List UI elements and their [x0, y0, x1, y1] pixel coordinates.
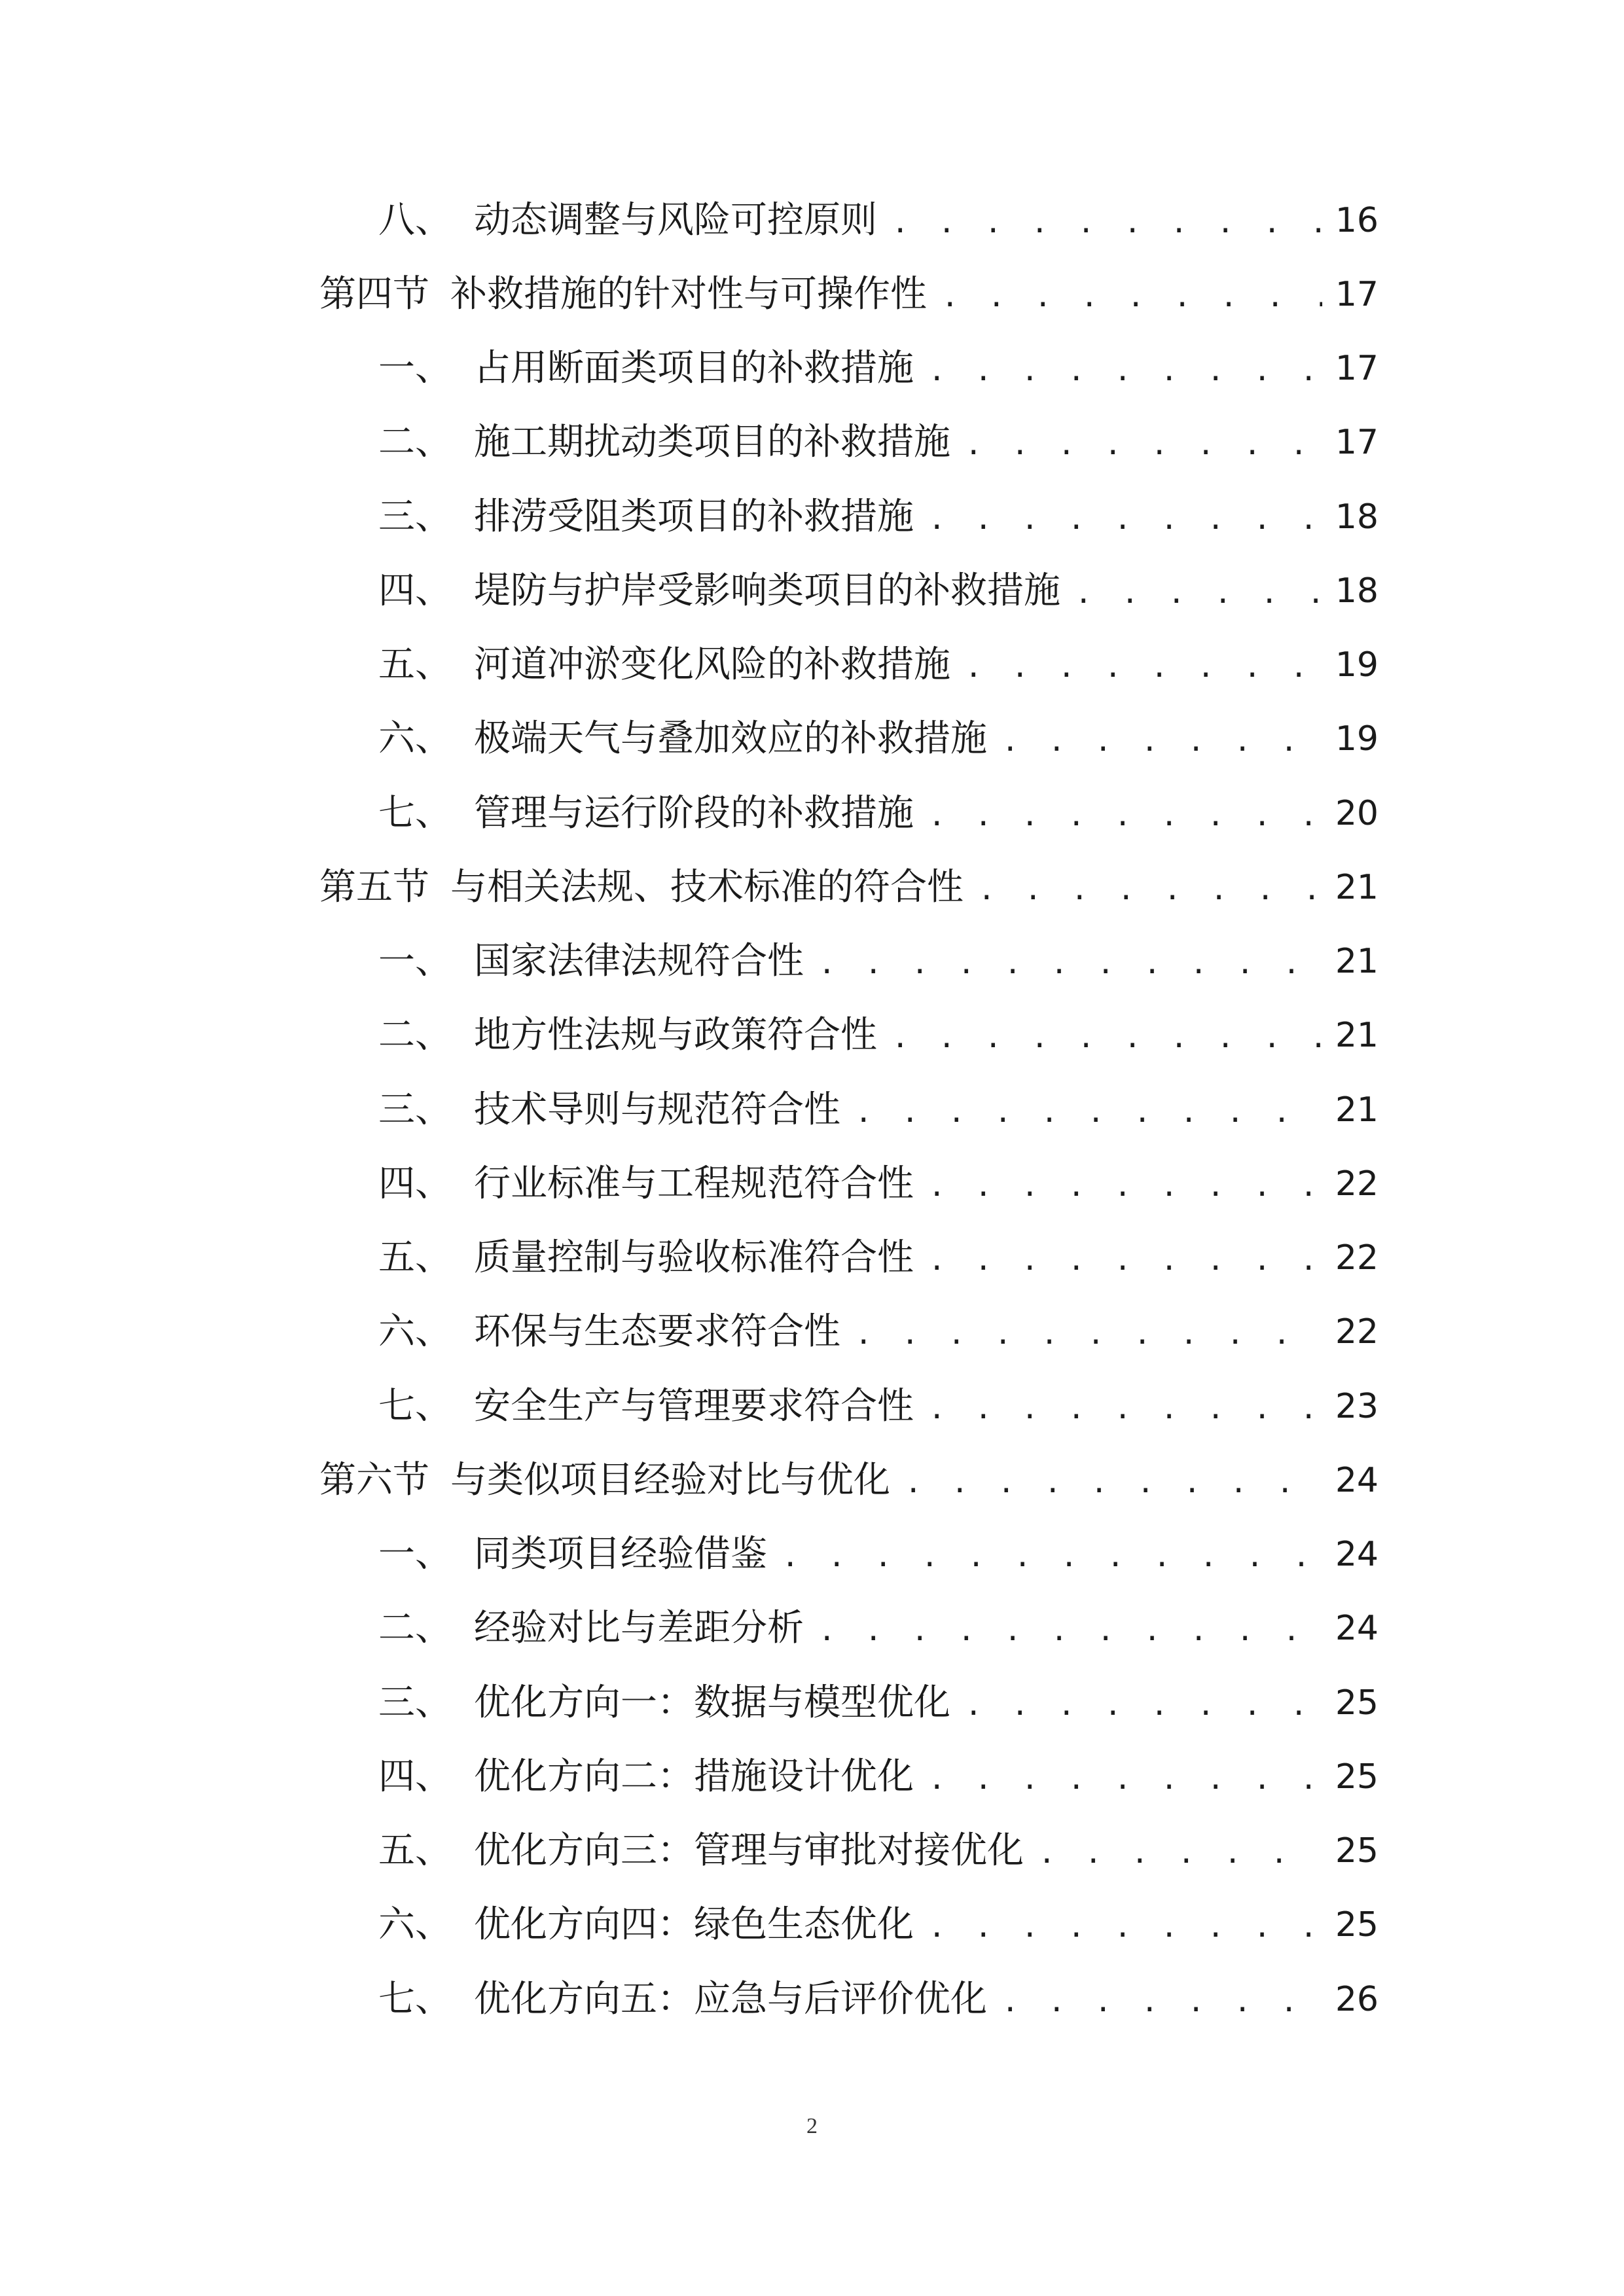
- toc-entry-page-number: 19: [1335, 719, 1379, 759]
- toc-entry-page-number: 21: [1335, 1090, 1379, 1130]
- toc-subsection-entry[interactable]: [319, 1147, 1379, 1221]
- toc-entry-number: 七、: [378, 1384, 452, 1427]
- toc-entry-page-number: 24: [1335, 1535, 1379, 1575]
- toc-subsection-entry[interactable]: [319, 1962, 1379, 2036]
- toc-entry-page-number: 22: [1335, 1312, 1379, 1352]
- toc-dot-leader: [892, 1024, 1322, 1052]
- toc-entry-number: 一、: [378, 1533, 452, 1576]
- toc-entry-page-number: 17: [1335, 274, 1379, 314]
- toc-section-entry[interactable]: [319, 1443, 1379, 1517]
- toc-dot-leader: [928, 1395, 1322, 1424]
- toc-entry-number: 七、: [378, 1977, 452, 2020]
- toc-entry-page-number: 20: [1335, 793, 1379, 833]
- toc-entry-page-number: 24: [1335, 1609, 1379, 1649]
- toc-subsection-entry[interactable]: [319, 628, 1379, 702]
- toc-dot-leader: [928, 357, 1322, 386]
- toc-dot-leader: [928, 802, 1322, 831]
- toc-entry-page-number: 21: [1335, 1016, 1379, 1056]
- toc-entry-title: 优化方向一：数据与模型优化: [474, 1681, 950, 1724]
- toc-entry-page-number: 25: [1335, 1683, 1379, 1723]
- toc-entry-number: 四、: [378, 1162, 452, 1205]
- toc-entry-page-number: 25: [1335, 1757, 1379, 1797]
- toc-entry-page-number: 18: [1335, 497, 1379, 537]
- toc-dot-leader: [928, 1765, 1322, 1794]
- toc-dot-leader: [855, 1098, 1322, 1127]
- toc-entry-number: 三、: [378, 1088, 452, 1131]
- toc-entry-number: 五、: [378, 1829, 452, 1873]
- toc-entry-page-number: 22: [1335, 1238, 1379, 1278]
- toc-entry-number: 第五节: [319, 865, 429, 908]
- toc-dot-leader: [965, 431, 1322, 459]
- toc-entry-title: 技术导则与规范符合性: [474, 1088, 840, 1131]
- toc-subsection-entry[interactable]: [319, 1518, 1379, 1592]
- toc-subsection-entry[interactable]: [319, 776, 1379, 850]
- toc-subsection-entry[interactable]: [319, 1295, 1379, 1369]
- toc-entry-page-number: 16: [1335, 200, 1379, 240]
- toc-entry-number: 五、: [378, 643, 452, 687]
- toc-entry-number: 三、: [378, 495, 452, 538]
- toc-dot-leader: [928, 1913, 1322, 1942]
- toc-entry-page-number: 21: [1335, 867, 1379, 907]
- toc-entry-page-number: 23: [1335, 1386, 1379, 1426]
- toc-dot-leader: [928, 1172, 1322, 1201]
- toc-subsection-entry[interactable]: [319, 1592, 1379, 1666]
- toc-subsection-entry[interactable]: [319, 406, 1379, 480]
- toc-entry-title: 同类项目经验借鉴: [474, 1533, 767, 1576]
- toc-dot-leader: [1001, 727, 1322, 756]
- toc-subsection-entry[interactable]: [319, 1369, 1379, 1443]
- toc-dot-leader: [928, 1246, 1322, 1275]
- toc-entry-title: 质量控制与验收标准符合性: [474, 1236, 914, 1280]
- toc-entry-title: 极端天气与叠加效应的补救措施: [474, 717, 987, 761]
- toc-entry-title: 动态调整与风险可控原则: [474, 198, 877, 242]
- toc-entry-title: 补救措施的针对性与可操作性: [450, 272, 927, 315]
- toc-entry-number: 一、: [378, 347, 452, 390]
- toc-entry-number: 一、: [378, 940, 452, 983]
- toc-dot-leader: [965, 1691, 1322, 1720]
- toc-subsection-entry[interactable]: [319, 1888, 1379, 1962]
- toc-dot-leader: [1038, 1839, 1322, 1868]
- toc-entry-title: 环保与生态要求符合性: [474, 1310, 840, 1354]
- toc-entry-number: 四、: [378, 569, 452, 612]
- toc-entry-title: 地方性法规与政策符合性: [474, 1014, 877, 1057]
- toc-entry-page-number: 24: [1335, 1460, 1379, 1500]
- toc-entry-page-number: 25: [1335, 1905, 1379, 1945]
- toc-entry-title: 占用断面类项目的补救措施: [474, 347, 914, 390]
- toc-entry-page-number: 17: [1335, 423, 1379, 463]
- toc-entry-number: 六、: [378, 1903, 452, 1946]
- toc-dot-leader: [782, 1543, 1322, 1571]
- toc-entry-number: 五、: [378, 1236, 452, 1280]
- toc-entry-page-number: 17: [1335, 349, 1379, 389]
- toc-dot-leader: [928, 505, 1322, 534]
- toc-dot-leader: [965, 653, 1322, 682]
- toc-entry-number: 二、: [378, 421, 452, 464]
- toc-entry-title: 优化方向二：措施设计优化: [474, 1755, 914, 1798]
- page-number: 2: [806, 2114, 818, 2138]
- toc-entry-page-number: 21: [1335, 942, 1379, 982]
- toc-entry-number: 第六节: [319, 1458, 429, 1501]
- toc-entry-number: 二、: [378, 1014, 452, 1057]
- toc-entry-title: 经验对比与差距分析: [474, 1607, 804, 1650]
- toc-entry-title: 行业标准与工程规范符合性: [474, 1162, 914, 1205]
- toc-section-entry[interactable]: [319, 850, 1379, 924]
- toc-entry-page-number: 22: [1335, 1164, 1379, 1204]
- toc-dot-leader: [855, 1320, 1322, 1349]
- toc-entry-number: 四、: [378, 1755, 452, 1798]
- toc-entry-number: 三、: [378, 1681, 452, 1724]
- toc-entry-title: 国家法律法规符合性: [474, 940, 804, 983]
- toc-entry-number: 六、: [378, 717, 452, 761]
- toc-entry-title: 安全生产与管理要求符合性: [474, 1384, 914, 1427]
- toc-entry-number: 七、: [378, 791, 452, 834]
- toc-subsection-entry[interactable]: [319, 183, 1379, 257]
- toc-entry-page-number: 18: [1335, 571, 1379, 611]
- toc-subsection-entry[interactable]: [319, 1666, 1379, 1740]
- toc-entry-number: 八、: [378, 198, 452, 242]
- toc-entry-title: 优化方向三：管理与审批对接优化: [474, 1829, 1024, 1873]
- toc-subsection-entry[interactable]: [319, 554, 1379, 628]
- toc-subsection-entry[interactable]: [319, 1740, 1379, 1814]
- toc-dot-leader: [818, 950, 1322, 978]
- toc-dot-leader: [941, 283, 1322, 312]
- toc-dot-leader: [978, 876, 1322, 905]
- toc-dot-leader: [818, 1617, 1322, 1645]
- toc-entry-title: 优化方向四：绿色生态优化: [474, 1903, 914, 1946]
- toc-entry-page-number: 25: [1335, 1831, 1379, 1871]
- toc-subsection-entry[interactable]: [319, 1221, 1379, 1295]
- toc-dot-leader: [892, 209, 1322, 238]
- toc-subsection-entry[interactable]: [319, 480, 1379, 554]
- toc-entry-number: 二、: [378, 1607, 452, 1650]
- toc-dot-leader: [1075, 579, 1322, 608]
- toc-subsection-entry[interactable]: [319, 925, 1379, 999]
- toc-entry-number: 第四节: [319, 272, 429, 315]
- toc-entry-title: 优化方向五：应急与后评价优化: [474, 1977, 987, 2020]
- toc-entry-title: 堤防与护岸受影响类项目的补救措施: [474, 569, 1060, 612]
- toc-subsection-entry[interactable]: [319, 1814, 1379, 1888]
- toc-subsection-entry[interactable]: [319, 999, 1379, 1073]
- toc-dot-leader: [905, 1469, 1322, 1498]
- toc-entry-title: 管理与运行阶段的补救措施: [474, 791, 914, 834]
- table-of-contents: [319, 183, 1379, 2036]
- toc-entry-page-number: 19: [1335, 645, 1379, 685]
- toc-entry-number: 六、: [378, 1310, 452, 1354]
- toc-subsection-entry[interactable]: [319, 702, 1379, 776]
- toc-entry-page-number: 26: [1335, 1979, 1379, 2019]
- toc-entry-title: 排涝受阻类项目的补救措施: [474, 495, 914, 538]
- toc-entry-title: 河道冲淤变化风险的补救措施: [474, 643, 950, 687]
- toc-entry-title: 施工期扰动类项目的补救措施: [474, 421, 950, 464]
- toc-subsection-entry[interactable]: [319, 1073, 1379, 1147]
- toc-subsection-entry[interactable]: [319, 332, 1379, 406]
- toc-section-entry[interactable]: [319, 257, 1379, 331]
- toc-dot-leader: [1001, 1988, 1322, 2017]
- toc-entry-title: 与相关法规、技术标准的符合性: [450, 865, 964, 908]
- toc-entry-title: 与类似项目经验对比与优化: [450, 1458, 890, 1501]
